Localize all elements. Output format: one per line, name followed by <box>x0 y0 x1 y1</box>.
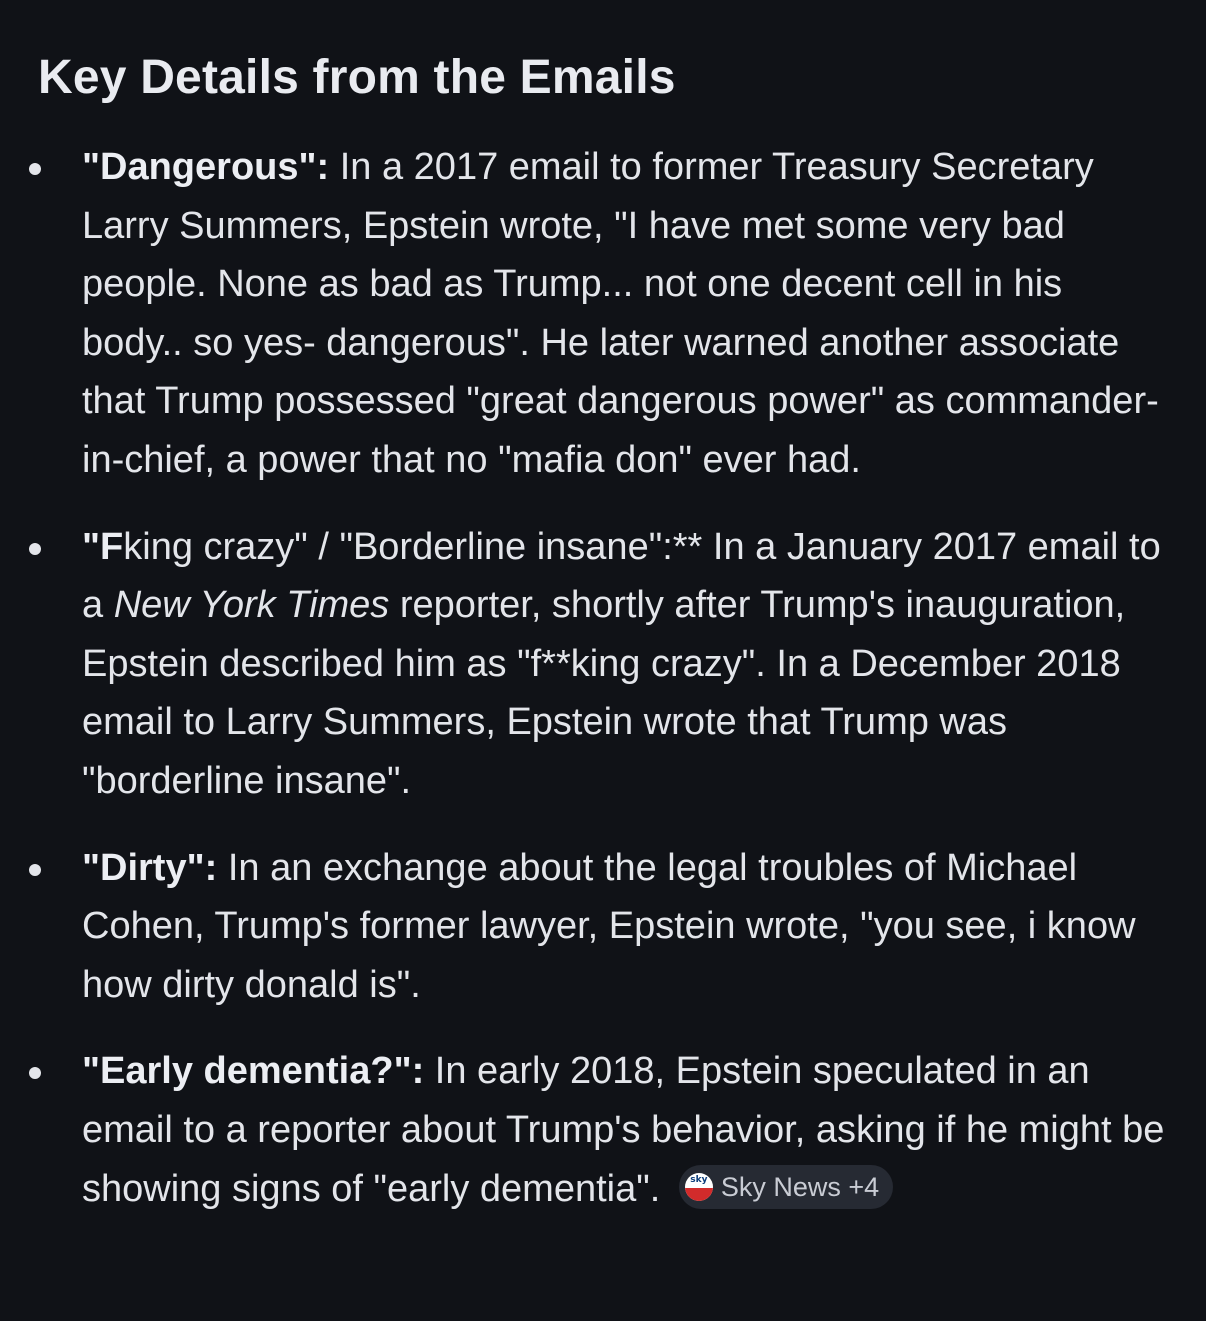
item-lead: "Early dementia?": <box>82 1050 425 1093</box>
list-item-dementia <box>0 1042 1206 1218</box>
item-text: In an exchange about the legal troubles of Michael Cohen, Trump's former lawyer, Epstein wrote, "you see, i know how dirty donald is". <box>82 846 1136 1006</box>
item-lead-rest: king crazy" / "Borderline insane":** <box>123 525 703 568</box>
source-chip-label: Sky News +4 <box>720 1172 880 1203</box>
section-heading: Key Details from the Emails <box>38 51 676 104</box>
item-italic-text: New York Times <box>113 584 390 627</box>
item-text: In early 2018, Epstein speculated in an email to a reporter about Trump's behavior, asking if he might be showing signs of "early dementia". <box>82 1050 1165 1210</box>
source-chip-button[interactable] <box>679 1165 893 1209</box>
list-item-dirty <box>0 839 1206 1015</box>
item-text: In a 2017 email to former Treasury Secretary Larry Summers, Epstein wrote, "I have met some very bad people. None as bad as Trump... not one decent cell in his body.. so yes- dangerous". He later warned another associate that Trump possessed "great dangerous power" as commander-in-chief, a power that no "mafia don" ever had. <box>82 146 1159 481</box>
bullet-icon <box>29 864 41 876</box>
bullet-icon <box>29 543 41 555</box>
list-item-dangerous <box>0 138 1206 490</box>
bullet-icon <box>29 1067 41 1079</box>
item-text: In a January 2017 email to a <box>82 525 1161 627</box>
item-lead: "Dangerous": <box>82 146 330 188</box>
sky-news-logo-icon: sky <box>685 1173 713 1201</box>
bullet-icon <box>29 163 41 175</box>
item-text-after: reporter, shortly after Trump's inauguration, Epstein described him as "f**king crazy". In a December 2018 email to Larry Summers, Epstein wrote that Trump was "borderline insane". <box>82 584 1126 802</box>
item-lead-bold: F <box>100 525 124 568</box>
item-lead-prefix: " <box>82 525 101 568</box>
item-lead: "Dirty": <box>82 846 218 889</box>
list-item-crazy <box>0 518 1206 811</box>
details-list <box>0 138 1206 1246</box>
